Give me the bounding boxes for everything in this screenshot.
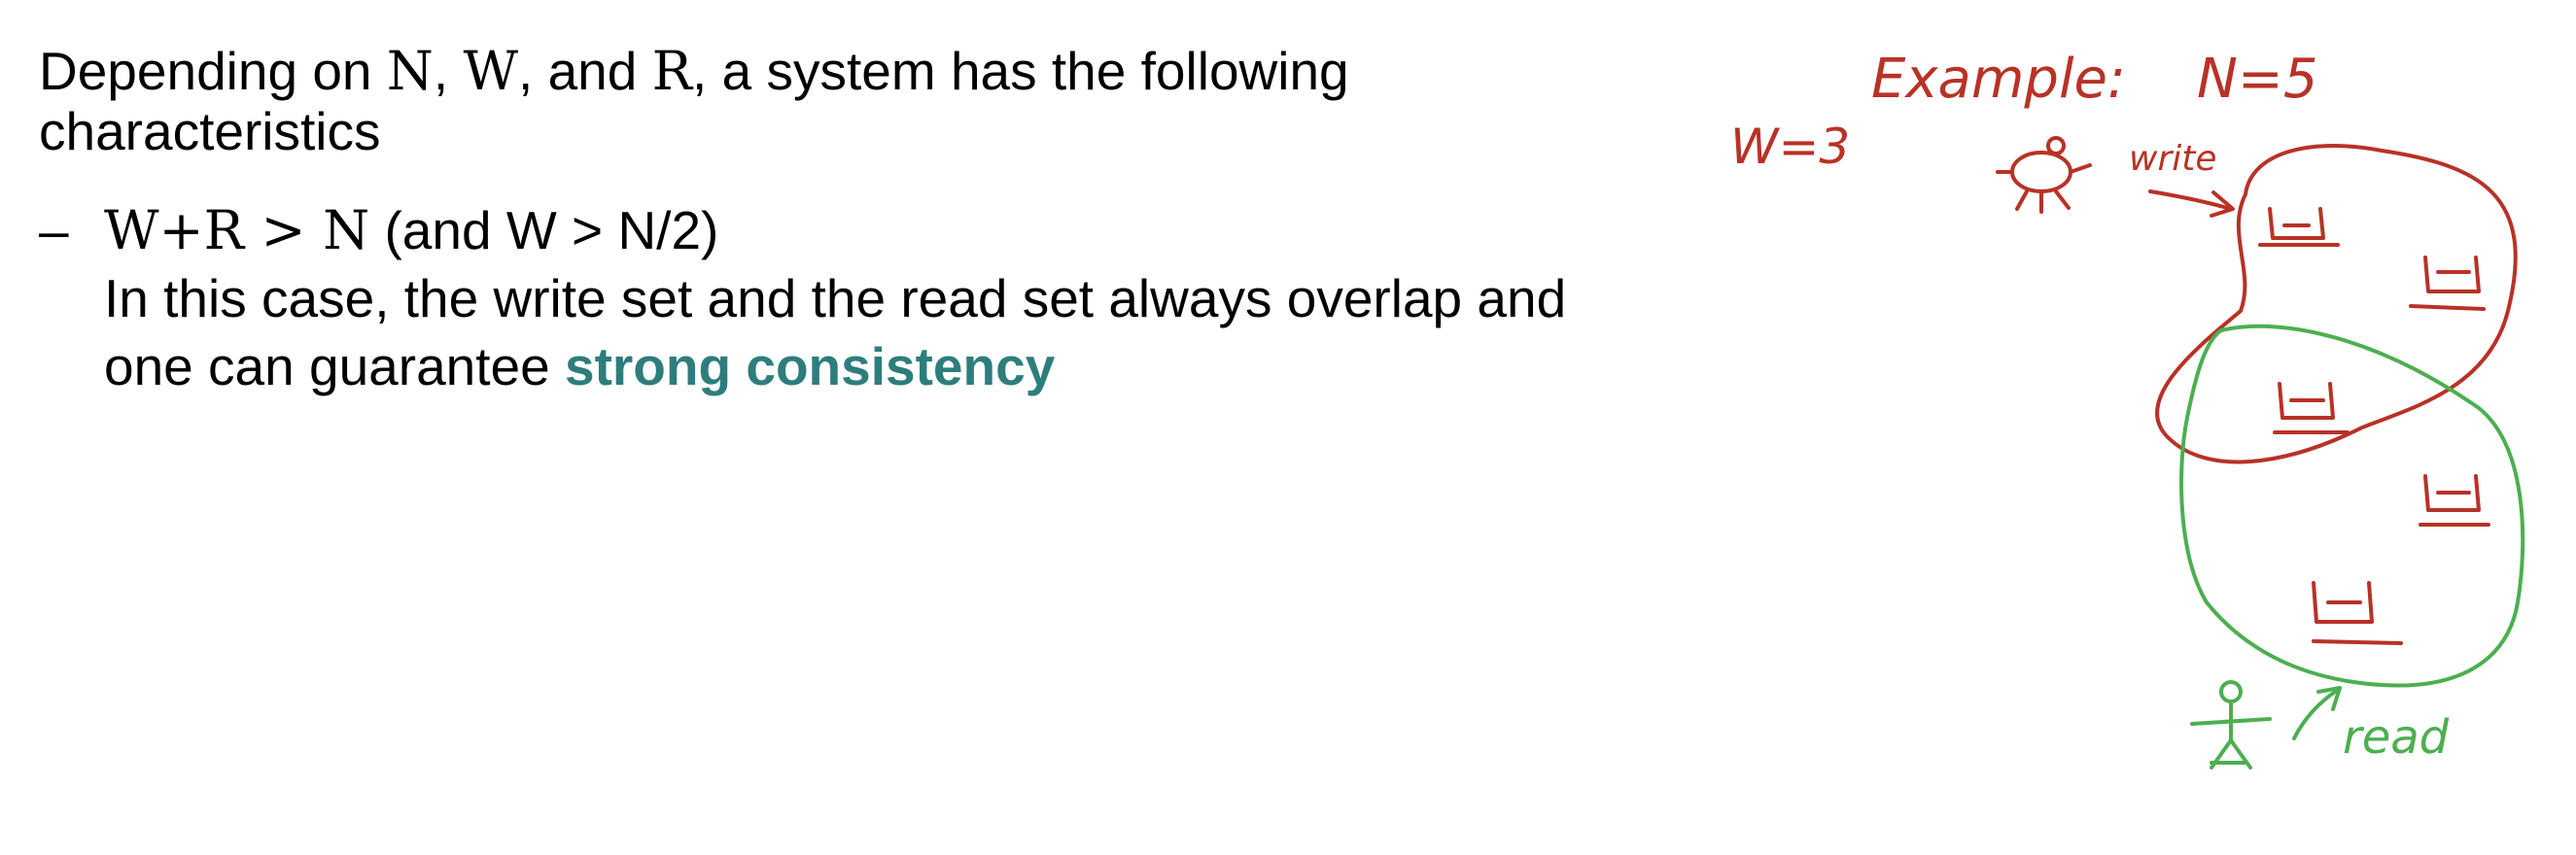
sketch-n-label: N=5 [2197, 48, 2318, 111]
sketch-title: Example: [1871, 48, 2126, 111]
bullet-text-line2 [104, 332, 1691, 400]
bullet-marker: – [39, 200, 69, 260]
replica-5-icon [2314, 583, 2401, 643]
formula-line [104, 196, 1691, 264]
reader-client-icon [2192, 682, 2270, 768]
strong-consistency-highlight: strong consistency [565, 336, 1056, 396]
write-arrow-icon [2150, 191, 2233, 216]
var-n: N [386, 40, 434, 102]
bullet-text-line1: In this case, the write set and the read set always overlap and [104, 268, 1567, 328]
replica-2-icon [2411, 257, 2484, 309]
quorum-formula: W+R > N [104, 199, 370, 261]
write-set-outline [2157, 146, 2516, 462]
writer-client-icon [1998, 138, 2090, 212]
intro-sep1: , [433, 41, 464, 101]
read-set-outline [2181, 326, 2523, 686]
sketch-write-label: write [2129, 139, 2217, 179]
intro-suffix: , a system has the following characteristics [39, 41, 1349, 161]
intro-paragraph [39, 41, 1691, 161]
intro-prefix: Depending on [39, 41, 387, 101]
replica-3-icon [2275, 384, 2348, 432]
intro-sep2: , and [518, 41, 652, 101]
bullet-item [39, 196, 1691, 400]
bullet-text-line2-prefix: one can guarantee [104, 336, 565, 396]
replica-4-icon [2420, 476, 2489, 525]
var-w: W [463, 40, 519, 102]
read-arrow-icon [2294, 688, 2340, 738]
var-r: R [651, 40, 693, 102]
quorum-condition: (and W > N/2) [369, 200, 719, 260]
slide-text [39, 41, 1691, 400]
quorum-sketch [1701, 0, 2576, 855]
sketch-read-label: read [2343, 710, 2450, 765]
sketch-w-label: W=3 [1730, 119, 1851, 175]
replica-1-icon [2260, 209, 2338, 245]
